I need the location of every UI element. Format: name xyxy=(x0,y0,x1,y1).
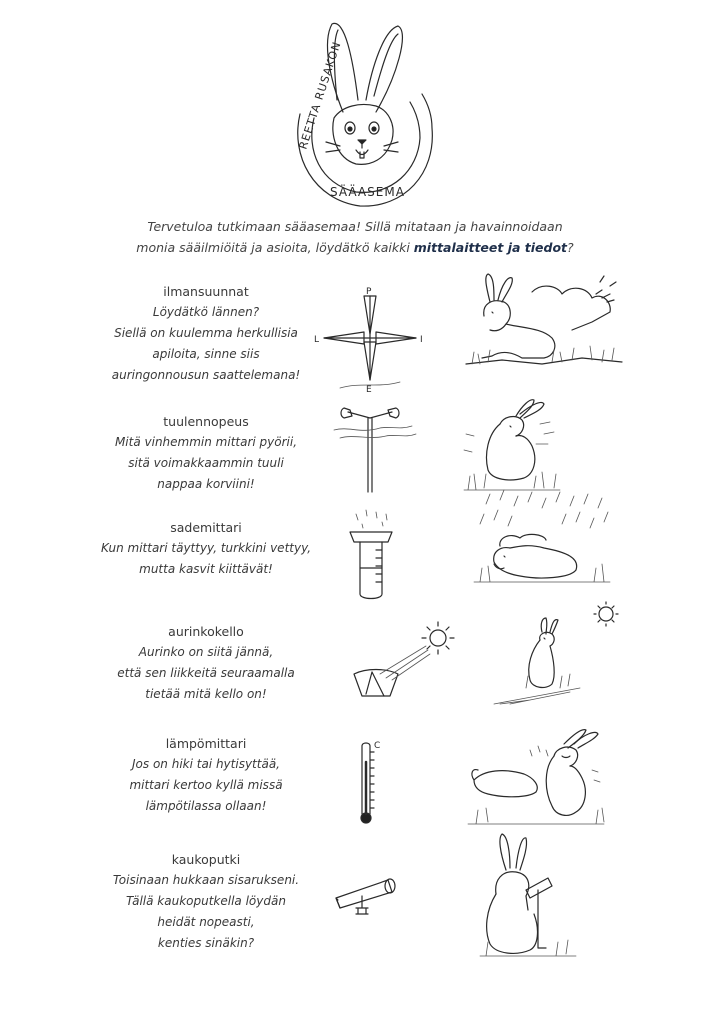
section-line: tietää mitä kello on! xyxy=(145,687,267,701)
section-aurinkokello xyxy=(96,622,316,705)
section-line: Tällä kaukoputkella löydän xyxy=(126,894,286,908)
hare-in-rain-illustration xyxy=(470,488,620,588)
compass-west: L xyxy=(314,335,320,345)
rain-gauge-icon xyxy=(342,506,402,606)
compass-south: E xyxy=(366,385,372,395)
section-title: ilmansuunnat xyxy=(163,284,249,299)
section-kaukoputki xyxy=(96,850,316,954)
section-line: Jos on hiki tai hytisyttää, xyxy=(132,757,280,771)
section-line: Kun mittari täyttyy, turkkini vettyy, xyxy=(100,541,312,555)
section-line: kenties sinäkin? xyxy=(157,936,255,950)
logo-top-text: REETTA RUSAKON xyxy=(296,39,344,151)
hare-with-telescope-illustration xyxy=(476,830,586,960)
reetta-rusakon-logo xyxy=(0,0,706,210)
section-line: lämpötilassa ollaan! xyxy=(145,799,267,813)
section-ilmansuunnat xyxy=(96,282,316,386)
section-line: Siellä on kuulemma herkullisia xyxy=(114,326,298,340)
section-title: sademittari xyxy=(170,520,242,535)
section-line: sitä voimakkaammin tuuli xyxy=(128,456,284,470)
hare-sitting-illustration xyxy=(490,600,630,710)
compass-rose-icon xyxy=(310,284,430,394)
section-line: Aurinko on siitä jännä, xyxy=(138,645,274,659)
section-line: Toisinaan hukkaan sisarukseni. xyxy=(112,873,300,887)
intro-text xyxy=(60,216,650,258)
hare-hot-and-cold-illustration xyxy=(464,720,614,830)
section-line: että sen liikkeitä seuraamalla xyxy=(117,666,295,680)
section-lampomittari xyxy=(96,734,316,817)
section-title: lämpömittari xyxy=(165,736,247,751)
section-sademittari xyxy=(96,518,316,580)
telescope-icon xyxy=(328,870,408,930)
intro-line-1: Tervetuloa tutkimaan sääasemaa! Sillä mitataan ja havainnoidaan xyxy=(147,219,563,234)
thermometer-icon xyxy=(350,738,390,828)
compass-east: I xyxy=(420,335,423,345)
section-line: mutta kasvit kiittävät! xyxy=(139,562,273,576)
section-line: Löydätkö lännen? xyxy=(152,305,260,319)
hare-in-wind-illustration xyxy=(460,394,570,494)
section-line: auringonnousun saattelemana! xyxy=(111,368,301,382)
section-title: aurinkokello xyxy=(168,624,244,639)
section-title: tuulennopeus xyxy=(163,414,249,429)
thermometer-unit: C xyxy=(374,741,381,751)
section-title: kaukoputki xyxy=(171,852,241,867)
section-line: Mitä vinhemmin mittari pyörii, xyxy=(114,435,298,449)
anemometer-icon xyxy=(330,404,420,494)
section-line: heidät nopeasti, xyxy=(157,915,255,929)
section-line: apiloita, sinne siis xyxy=(152,347,260,361)
section-line: mittari kertoo kyllä missä xyxy=(129,778,283,792)
intro-highlight: mittalaitteet ja tiedot xyxy=(413,240,568,255)
sundial-icon xyxy=(346,616,466,706)
logo-bottom-text: SÄÄASEMA xyxy=(330,185,405,199)
section-tuulennopeus xyxy=(96,412,316,495)
compass-north: P xyxy=(366,287,372,297)
hare-hopping-illustration xyxy=(462,272,642,372)
section-line: nappaa korviini! xyxy=(157,477,255,491)
intro-line-2: monia sääilmiöitä ja asioita, löydätkö kaikki mittalaitteet ja tiedot? xyxy=(136,240,574,255)
